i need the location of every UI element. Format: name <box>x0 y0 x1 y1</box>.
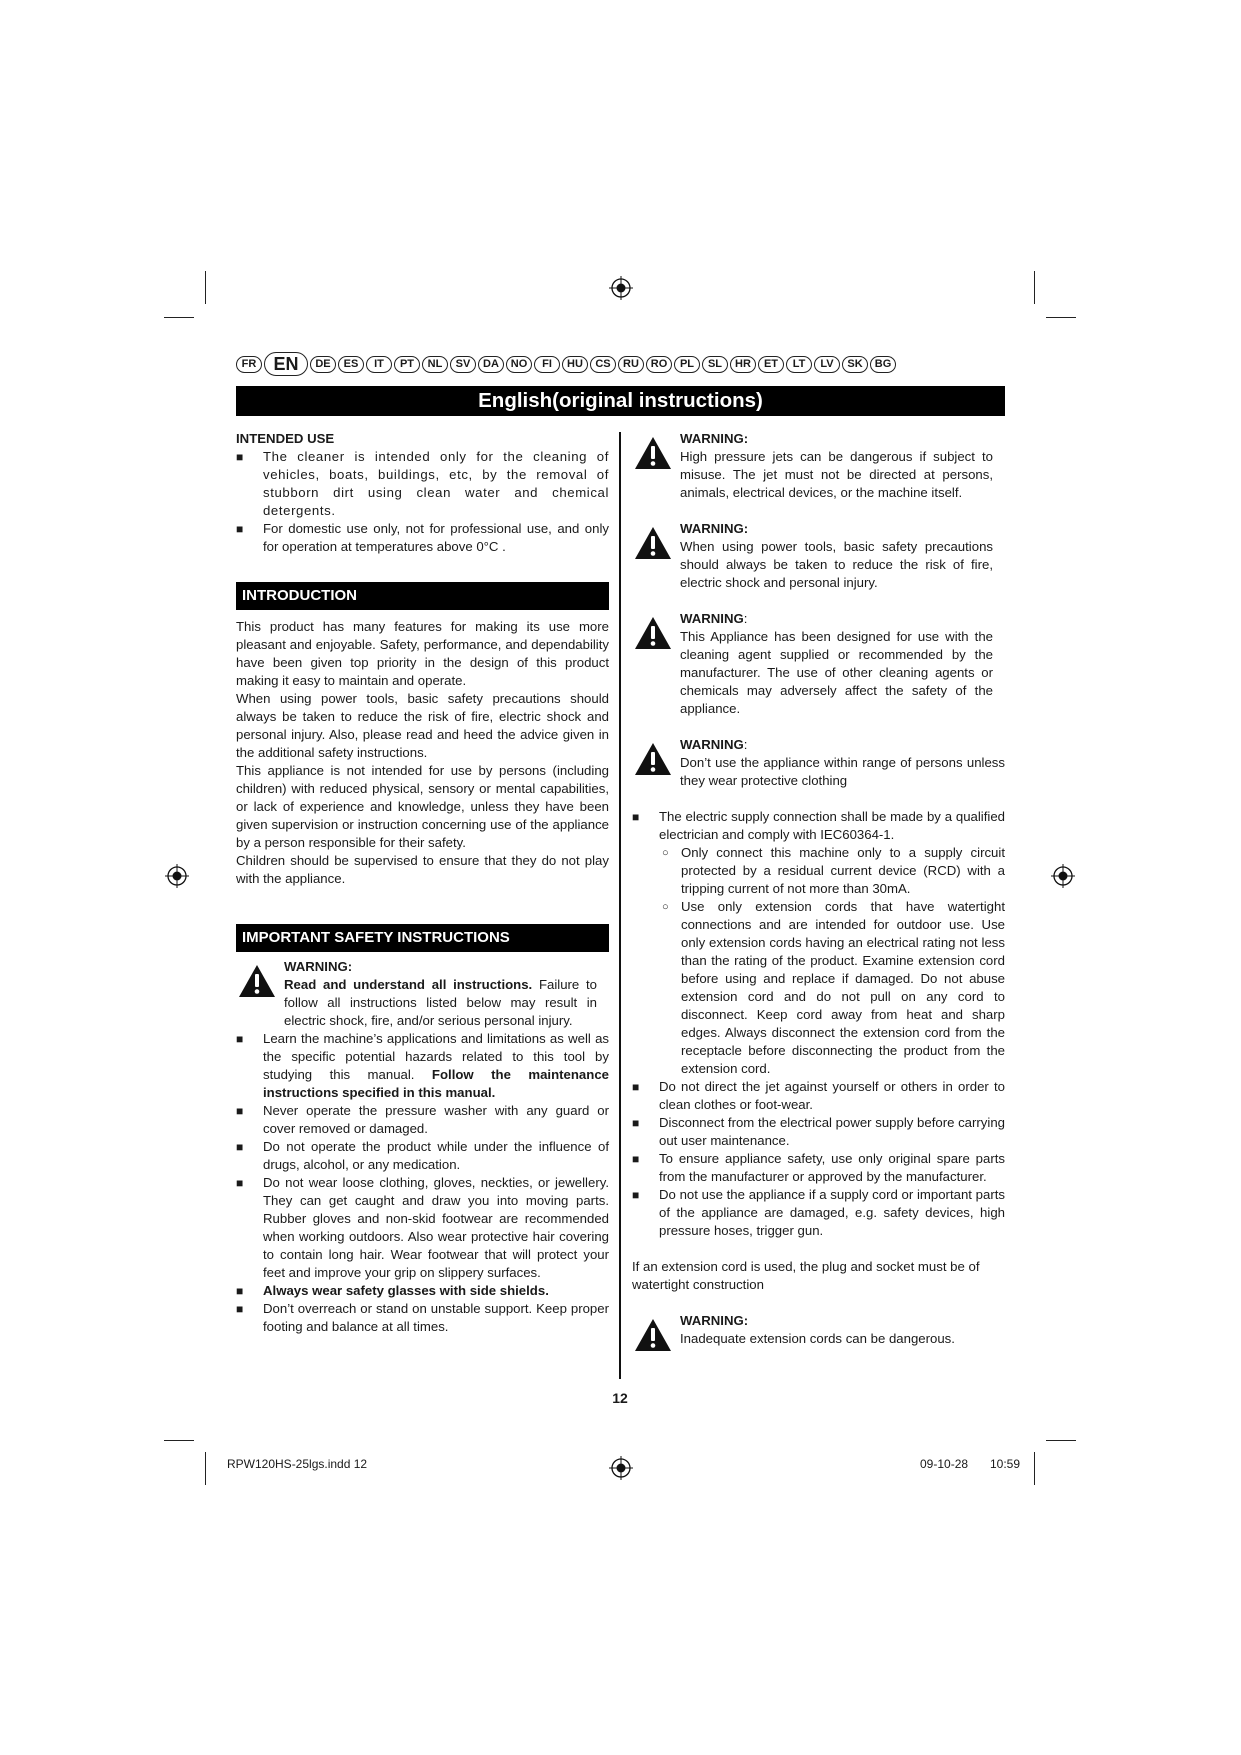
list-item: ■ Do not wear loose clothing, gloves, neckties, or jewellery. They can get caught and draw you into moving parts. Rubber gloves and non-skid footwear are recommended when working outdoors. Also wear protective hair covering to contain long hair. Wear footwear that will protect your feet and improve your grip on slippery surfaces. <box>236 1174 609 1282</box>
warning-triangle-icon <box>634 616 672 650</box>
lang-tab[interactable]: FR <box>236 356 262 373</box>
list-item: ■ The cleaner is intended only for the cleaning of vehicles, boats, buildings, etc, by the removal of stubborn dirt using clean water and chemical detergents. <box>236 448 609 520</box>
list-item <box>632 808 1005 1078</box>
warning-bold: Read and understand all instructions. <box>284 977 533 992</box>
warning-text: High pressure jets can be dangerous if subject to misuse. The jet must not be directed at persons, animals, electrical devices, or the machine itself. <box>680 449 993 500</box>
left-column <box>236 430 609 1336</box>
warning-title-row <box>680 736 1005 754</box>
list-item: ■ Always wear safety glasses with side shields. <box>236 1282 609 1300</box>
intro-paragraph: Children should be supervised to ensure that they do not play with the appliance. <box>236 853 609 886</box>
warning-colon: : <box>743 737 748 752</box>
lang-tab[interactable]: SV <box>450 356 476 373</box>
crop-mark <box>1046 317 1076 318</box>
intro-paragraph: This appliance is not intended for use by persons (including children) with reduced physical, sensory or mental capabilities, or lack of experience and knowledge, unless they have been given supervision or instruction concerning use of the appliance by a person responsible for their safety. <box>236 763 609 850</box>
list-item: ■ For domestic use only, not for professional use, and only for operation at temperatures above 0°C . <box>236 520 609 556</box>
lang-tab[interactable]: NO <box>506 356 532 373</box>
crop-mark <box>164 317 194 318</box>
lang-tab[interactable]: DE <box>310 356 336 373</box>
warning-triangle-icon <box>634 436 672 470</box>
lang-tab-active[interactable]: EN <box>264 352 308 376</box>
warning-title: WARNING: <box>680 1313 749 1328</box>
list-item: ■ Do not operate the product while under the influence of drugs, alcohol, or any medication. <box>236 1138 609 1174</box>
item-text: Learn the machine’s applications and limitations as well as the specific potential hazards related to this tool by studying this manual. <box>263 1031 609 1082</box>
safety-heading: IMPORTANT SAFETY INSTRUCTIONS <box>236 924 609 952</box>
warning-block <box>632 610 1005 718</box>
warning-block <box>632 1312 1005 1348</box>
lang-tab[interactable]: SK <box>842 356 868 373</box>
language-tabs <box>236 353 1014 375</box>
page-title: English(original instructions) <box>236 386 1005 416</box>
warning-title: WARNING <box>680 611 744 626</box>
warning-title-row <box>680 610 993 628</box>
intended-use-heading: INTENDED USE <box>236 431 335 446</box>
lang-tab[interactable]: HU <box>562 356 588 373</box>
crop-mark <box>164 1440 194 1441</box>
sub-list <box>659 844 1005 1078</box>
page-number: 12 <box>612 1390 628 1406</box>
crop-mark <box>205 1452 206 1485</box>
warning-triangle-icon <box>634 1318 672 1352</box>
slug-filename: RPW120HS-25lgs.indd 12 <box>227 1457 368 1471</box>
item-text: ■ The electric supply connection shall be made by a qualified electrician and comply with IEC60364-1. <box>659 809 1005 842</box>
sub-list-item: ○ Only connect this machine only to a supply circuit protected by a residual current device (RCD) with a tripping current of not more than 30mA. <box>659 844 1005 898</box>
lang-tab[interactable]: RO <box>646 356 672 373</box>
list-item: ■ Do not direct the jet against yourself or others in order to clean clothes or foot-wear. <box>632 1078 1005 1114</box>
lang-tab[interactable]: PT <box>394 356 420 373</box>
warning-colon: : <box>743 611 748 626</box>
column-divider <box>619 432 621 1379</box>
warning-triangle-icon <box>238 964 276 998</box>
lang-tab[interactable]: HR <box>730 356 756 373</box>
lang-tab[interactable]: BG <box>870 356 896 373</box>
lang-tab[interactable]: DA <box>478 356 504 373</box>
warning-text: Inadequate extension cords can be dangerous. <box>680 1331 955 1346</box>
safety-list <box>236 1030 609 1336</box>
warning-title: WARNING: <box>680 521 749 536</box>
warning-text: This Appliance has been designed for use with the cleaning agent supplied or recommended by the manufacturer. The use of other cleaning agents or chemicals may adversely affect the safety of the appliance. <box>680 629 993 716</box>
list-item: ■ Never operate the pressure washer with any guard or cover removed or damaged. <box>236 1102 609 1138</box>
intro-paragraph: When using power tools, basic safety precautions should always be taken to reduce the risk of fire, electric shock and personal injury. Also, please read and heed the advice given in the additional safety instructions. <box>236 691 609 760</box>
list-item: ■ Do not use the appliance if a supply cord or important parts of the appliance are damaged, e.g. safety devices, high pressure hoses, trigger gun. <box>632 1186 1005 1240</box>
list-item: ■ Disconnect from the electrical power supply before carrying out user maintenance. <box>632 1114 1005 1150</box>
warning-block <box>236 958 609 1030</box>
lang-tab[interactable]: FI <box>534 356 560 373</box>
electrical-list <box>632 808 1005 1240</box>
list-item: ■ Don’t overreach or stand on unstable support. Keep proper footing and balance at all times. <box>236 1300 609 1336</box>
right-column <box>632 430 1005 1348</box>
lang-tab[interactable]: ET <box>758 356 784 373</box>
warning-title: WARNING <box>680 737 744 752</box>
intro-paragraph: This product has many features for making its use more pleasant and enjoyable. Safety, performance, and dependability have been given top priority in the design of this product making it easy to maintain and operate. <box>236 619 609 688</box>
warning-triangle-icon <box>634 742 672 776</box>
warning-body: Failure to follow all instructions listed below may result in electric shock, fire, and/or serious personal injury. <box>284 977 597 1028</box>
crop-mark <box>1034 271 1035 304</box>
warning-triangle-icon <box>634 526 672 560</box>
item-bold: Follow the maintenance instructions specified in this manual. <box>263 1067 609 1100</box>
registration-mark-icon <box>164 863 190 889</box>
warning-block <box>632 520 1005 592</box>
lang-tab[interactable]: LT <box>786 356 812 373</box>
warning-title: WARNING: <box>680 431 749 446</box>
warning-block <box>632 736 1005 790</box>
introduction-heading: INTRODUCTION <box>236 582 609 610</box>
warning-text: When using power tools, basic safety precautions should always be taken to reduce the risk of fire, electric shock and personal injury. <box>680 539 993 590</box>
intended-use-list <box>236 448 609 556</box>
lang-tab[interactable]: CS <box>590 356 616 373</box>
lang-tab[interactable]: LV <box>814 356 840 373</box>
warning-text <box>284 976 597 1030</box>
warning-title: WARNING: <box>284 959 353 974</box>
registration-mark-icon <box>1050 863 1076 889</box>
slug-date: 09-10-28 <box>920 1457 969 1471</box>
crop-mark <box>1046 1440 1076 1441</box>
warning-text: Don’t use the appliance within range of persons unless they wear protective clothing <box>680 755 1005 788</box>
lang-tab[interactable]: ES <box>338 356 364 373</box>
lang-tab[interactable]: SL <box>702 356 728 373</box>
lang-tab[interactable]: RU <box>618 356 644 373</box>
list-item <box>236 1030 609 1102</box>
crop-mark <box>205 271 206 304</box>
sub-list-item: ○ Use only extension cords that have watertight connections and are intended for outdoor use. Use only extension cords having an electrical rating not less than the rating of the product. Examine extension cord before using and replace if damaged. Do not abuse extension cord and do not pull on any cord to disconnect. Keep cord away from heat and sharp edges. Always disconnect the extension cord from the receptacle before disconnecting the product from the extension cord. <box>659 898 1005 1078</box>
list-item: ■ To ensure appliance safety, use only original spare parts from the manufacturer or approved by the manufacturer. <box>632 1150 1005 1186</box>
lang-tab[interactable]: NL <box>422 356 448 373</box>
warning-block <box>632 430 1005 502</box>
lang-tab[interactable]: IT <box>366 356 392 373</box>
registration-mark-icon <box>608 1455 634 1481</box>
slug-time: 10:59 <box>990 1457 1021 1471</box>
registration-mark-icon <box>608 275 634 301</box>
crop-mark <box>1034 1452 1035 1485</box>
extension-note: If an extension cord is used, the plug and socket must be of watertight construction <box>632 1259 980 1292</box>
lang-tab[interactable]: PL <box>674 356 700 373</box>
